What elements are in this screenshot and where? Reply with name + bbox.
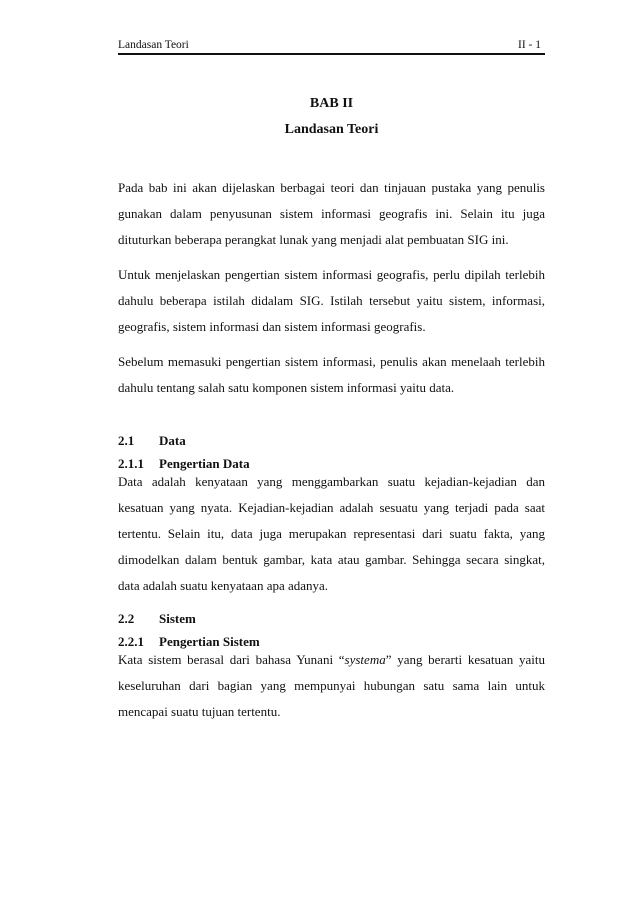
paragraph-text: Data adalah kenyataan yang menggambarkan suatu kejadian-kejadian dan kesatuan yang nyata. Kejadian-kejadian adalah sesuatu yang terjadi pada saat tertentu. Selain itu, data juga merupakan representasi dari suatu fakta, yang dimodelkan dalam bentuk gambar, kata atau gambar. Sehingga secara singkat, data adalah suatu kenyataan apa adanya. <box>118 474 545 593</box>
header-page-number: II - 1 <box>518 39 541 51</box>
subsection-title: Pengertian Sistem <box>159 634 260 649</box>
subsection-title: Pengertian Data <box>159 456 250 471</box>
chapter-label: BAB II <box>309 96 354 111</box>
header-title: Landasan Teori <box>118 39 189 51</box>
intro-paragraph-2 <box>118 262 545 340</box>
italic-term: systema <box>344 652 386 667</box>
section-heading-data <box>118 432 186 450</box>
subsection-number: 2.2.1 <box>118 634 144 649</box>
section-number: 2.1 <box>118 433 135 448</box>
section-heading-sistem <box>118 610 196 628</box>
intro-paragraph-3 <box>118 349 545 401</box>
chapter-title: Landasan Teori <box>284 122 379 137</box>
intro-paragraph-1 <box>118 175 545 253</box>
sistem-paragraph <box>118 647 545 725</box>
section-title: Data <box>159 433 186 448</box>
section-number: 2.2 <box>118 611 135 626</box>
subsection-number: 2.1.1 <box>118 456 144 471</box>
section-title: Sistem <box>159 611 196 626</box>
paragraph-text-start: Kata sistem berasal dari bahasa Yunani “ <box>118 652 345 667</box>
page-header <box>118 38 545 54</box>
paragraph-text: Sebelum memasuki pengertian sistem informasi, penulis akan menelaah terlebih dahulu tentang salah satu komponen sistem informasi yaitu data. <box>118 354 545 395</box>
data-paragraph <box>118 469 545 599</box>
paragraph-text <box>118 647 545 725</box>
paragraph-text: Untuk menjelaskan pengertian sistem informasi geografis, perlu dipilah terlebih dahulu beberapa istilah didalam SIG. Istilah tersebut yaitu sistem, informasi, geografis, sistem informasi dan sistem informasi geografis. <box>118 267 545 334</box>
header-rule <box>118 53 545 55</box>
paragraph-text-end: ” yang berarti kesatuan yaitu keseluruhan dari bagian yang mempunyai hubungan satu sama lain untuk mencapai suatu tujuan tertentu. <box>118 652 545 719</box>
paragraph-text: Pada bab ini akan dijelaskan berbagai teori dan tinjauan pustaka yang penulis gunakan dalam penyusunan sistem informasi geografis ini. Selain itu juga dituturkan beberapa perangkat lunak yang menjadi alat pembuatan SIG ini. <box>118 180 545 247</box>
